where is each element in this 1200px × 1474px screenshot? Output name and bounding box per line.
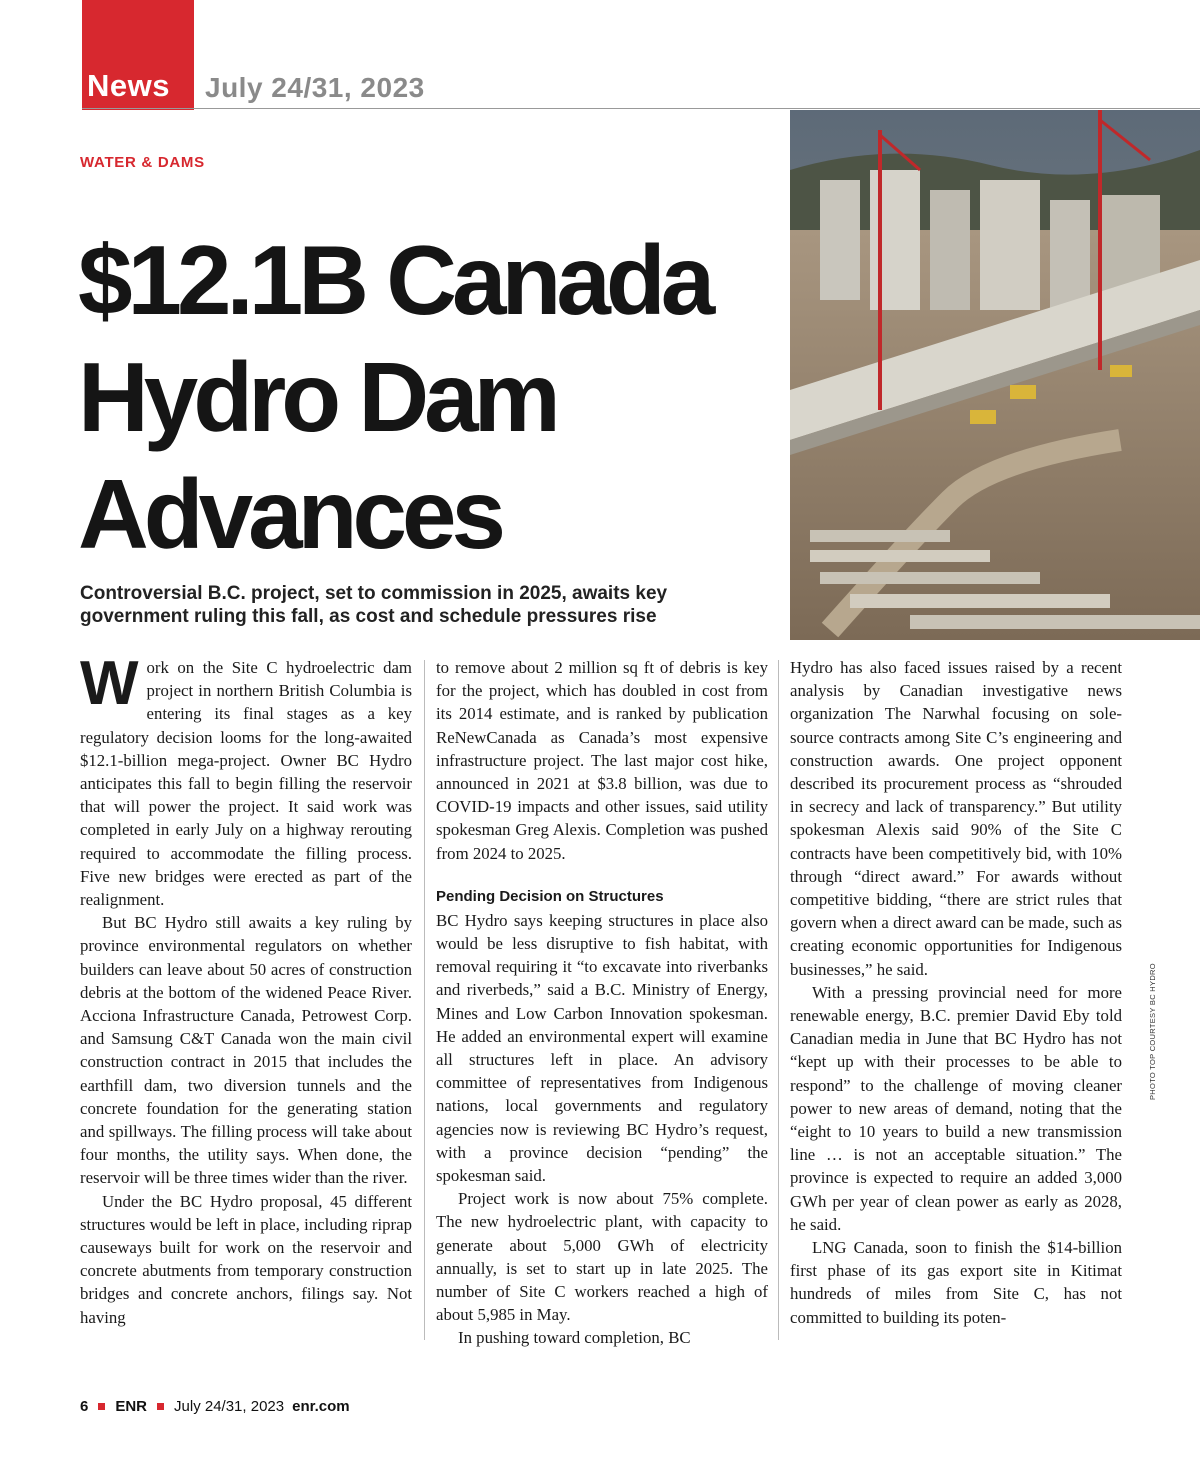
headline-line-2: Hydro Dam [78, 342, 556, 452]
headline-line-3: Advances [78, 459, 502, 569]
paragraph: But BC Hydro still awaits a key ruling by province environmental regulators on whether builders can leave about 50 acres of construction debris at the bottom of the widened Peace River. Acciona Infrastructure Canada, Petrowest Corp. and Samsung C&T Canada won the main civil construction contract in 2015 that includes the earthfill dam, two diversion tunnels and the concrete foundation for the generating station and spillways. The filling process will take about four months, the utility says. When done, the reservoir will be three times wider than the river. [80, 913, 412, 1188]
paragraph: to remove about 2 million sq ft of debris is key for the project, which has doubled in cost from its 2014 estimate, and is ranked by publication ReNewCanada as Canada’s most expensive infrastructure project. The last major cost hike, announced in 2021 at $3.8 billion, was due to COVID-19 impacts and other issues, said utility spokesman Greg Alexis. Completion was pushed from 2024 to 2025. [436, 658, 768, 863]
paragraph [80, 649, 412, 911]
dek-line-2: government ruling this fall, as cost and schedule pressures rise [80, 606, 657, 627]
kicker: WATER & DAMS [80, 154, 205, 171]
article-column-1 [80, 649, 412, 1329]
paragraph: BC Hydro says keeping structures in place also would be less disruptive to fish habitat, with removal requiring it “to excavate into riverbanks and riverbeds,” said a B.C. Ministry of Energy, Mines and Low Carbon Innovation spokesman. He added an environmental expert will examine all structures left in place. An advisory committee of representatives from Indigenous nations, local governments and regulatory agencies now is reviewing BC Hydro’s request, with a province decision “pending” the spokesman said. [436, 910, 768, 1186]
article-column-3 [790, 656, 1122, 1329]
page-footer [80, 1398, 350, 1415]
dek-line-1: Controversial B.C. project, set to commission in 2025, awaits key [80, 583, 668, 604]
footer-date: July 24/31, 2023 [174, 1398, 285, 1415]
footer-brand: ENR [115, 1398, 148, 1415]
issue-date: July 24/31, 2023 [205, 72, 425, 103]
paragraph: LNG Canada, soon to finish the $14-billion first phase of its gas export site in Kitimat hundreds of miles from Site C, has not committed to building its poten- [790, 1238, 1122, 1327]
section-label: News [87, 68, 170, 103]
headline-line-1: $12.1B Canada [78, 225, 711, 335]
paragraph-text: ork on the Site C hydroelectric dam project in northern British Columbia is entering its final stages as a key regulatory decision looms for the long-awaited $12.1-billion mega-project. Owner BC Hydro anticipates this fall to begin filling the reservoir that will power the project. It said work was completed in early July on a highway rerouting required to accommodate the filling process. Five new bridges were erected as part of the realignment. [80, 658, 412, 910]
page-number: 6 [80, 1398, 89, 1415]
dam-construction-photo [790, 110, 1200, 640]
paragraph: Project work is now about 75% complete. The new hydroelectric plant, with capacity to generate about 5,000 GWh of electricity annually, is set to start up in late 2025. The number of Site C workers reached a high of about 5,985 in May. [436, 1189, 768, 1325]
header-rule [82, 108, 1200, 109]
article-column-2 [436, 656, 768, 1350]
column-rule-2 [778, 660, 779, 1340]
headline [78, 222, 778, 573]
paragraph: Hydro has also faced issues raised by a recent analysis by Canadian investigative news organization The Narwhal focusing on sole-source contracts among Site C’s engineering and construction awards. One project opponent described its procurement process as “shrouded in secrecy and lack of transparency.” But utility spokesman Alexis said 90% of the Site C contracts have been competitively bid, with 10% through “direct award.” For awards without competitive bidding, “there are strict rules that govern when a direct award can be made, such as creating economic opportunities for Indigenous businesses,” he said. [790, 658, 1122, 979]
dek [80, 582, 780, 628]
paragraph: Under the BC Hydro proposal, 45 different structures would be left in place, including riprap causeways built for work on the reservoir and concrete abutments from temporary construction bridges and concrete anchors, filings say. Not having [80, 1191, 412, 1327]
footer-site-link[interactable]: enr.com [292, 1398, 350, 1415]
red-square-icon [98, 1403, 105, 1410]
red-square-icon [157, 1403, 164, 1410]
paragraph: With a pressing provincial need for more renewable energy, B.C. premier David Eby told Canadian media in June that BC Hydro has not “kept up with their processes to be able to respond” to the challenge of moving cleaner power to new areas of demand, noting that the “eight to 10 years to build a new transmission line … is not an acceptable situation.” The province is expected to require an added 3,000 GWh per year of clean power as early as 2028, he said. [790, 982, 1122, 1234]
drop-cap: W [80, 649, 139, 718]
photo-credit: PHOTO TOP COURTESY BC HYDRO [1148, 963, 1157, 1100]
paragraph: In pushing toward completion, BC [458, 1328, 691, 1348]
column-rule-1 [424, 660, 425, 1340]
subhead: Pending Decision on Structures [436, 887, 664, 905]
